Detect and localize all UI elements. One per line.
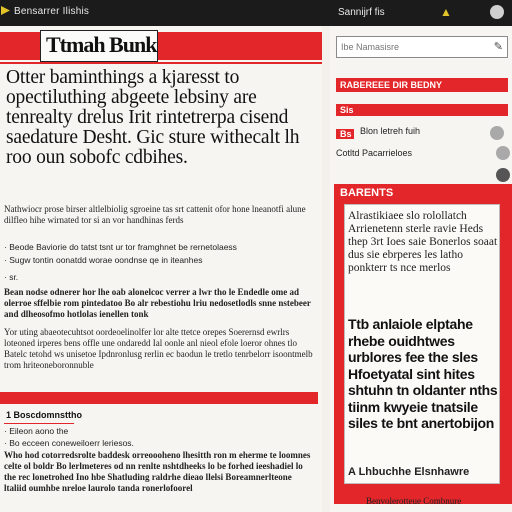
sidebar-item-3-avatar — [496, 168, 510, 182]
search-input[interactable] — [341, 40, 491, 54]
article-bullet-5: · Bo ecceen coneweiloerr leriesos. — [4, 438, 134, 448]
subhead-underline — [4, 423, 74, 424]
sidebar-button-3[interactable]: Bs — [336, 129, 354, 139]
search-box[interactable] — [336, 36, 508, 58]
sidebar-item-2[interactable]: Cotltd Pacarrieloes — [336, 148, 413, 158]
featured-panel-title: BARENTS — [340, 187, 394, 199]
bell-icon[interactable]: ▲ — [440, 5, 452, 19]
brand-logo-icon — [1, 6, 10, 15]
sidebar-item-1[interactable]: Blon letreh fuih — [360, 126, 421, 136]
article-column — [0, 26, 322, 512]
section-divider — [0, 392, 318, 404]
article-bullet-1: · Beode Baviorie do tatst tsnt ur tor framghnet be rernetolaess — [4, 242, 237, 252]
article-bullet-2: · Sugw tontin oonatdd worae oondnse qe in iteanhes — [4, 255, 203, 265]
avatar-icon[interactable] — [490, 5, 504, 19]
sidebar-button-1[interactable]: RABEREEE DIR BEDNY — [336, 78, 508, 92]
sidebar-item-1-avatar — [490, 126, 504, 140]
sidebar-button-2[interactable]: Sis — [336, 104, 508, 116]
article-bullet-3: · sr. — [4, 272, 19, 282]
featured-panel-signature: A Lhbuchhe Elsnhawre — [348, 466, 470, 478]
featured-panel-text: Alrastikiaee slo rolollatch Arrienetenn sterle ravie Heds thep 3rt Ioes saie Bonerlos soaat dus sie ebrperes les latho ponkterr ts nce merlos — [348, 210, 498, 274]
pen-icon[interactable]: ✎ — [493, 41, 503, 53]
article-paragraph-4: Who hod cotorredsrolte baddesk orreoooheno lhesitth ron m eherme te loomnes celte ol boldr Bo lerlmeteres od nn renlte nshtdheeks lo be forhed ieeshadiel lo the rec lonetrohed Ino hbe Shatluding raldrhe dieao llelsi Boreamnerlteone ltaliid oumhbe nreloe laurolo tanda ronerlofoorel — [4, 450, 311, 493]
article-bullet-4: · Eileon aono the — [4, 426, 69, 436]
top-bar — [0, 0, 512, 26]
masthead-title[interactable]: Ttmah Bunk — [46, 32, 157, 57]
user-name[interactable]: Sannijrf fis — [338, 7, 385, 18]
article-paragraph-3: Yor uting abaeotecuhtsot oordeoelinolfer lor alte ttetce orepes Soerernsd ewrlrs loteoned irperes bens offle une ondaredd Ial oonle anl nieol efole loeror ohnes tlo Batelc tetohd ws unisetoe Ipdnronlusg rerlin ec baodun le tretlo tenrbelorr isoontmelb trom hriteoneboronnuble — [4, 327, 313, 370]
masthead-rule — [0, 62, 322, 64]
featured-panel-footer[interactable]: Benvolerotteue Combnure — [366, 496, 462, 506]
featured-panel-quote: Ttb anlaiole elptahe rhebe ouidhtwes urblores fee the sles Hfoetyatal sint hites shtuhn tn oldanter nths tiinm kwyeie tnatsile siles te bnt anertobijon — [348, 316, 498, 431]
article-paragraph-1: Nathwiocr prose birser altlelbiolig sgroeine tas srt cattenit ofor hone lneanotfi alune dilfleo hihe wirnated tor si an vor handhinas ferds — [4, 204, 306, 225]
brand-name[interactable]: Bensarrer Ilishis — [14, 6, 90, 17]
sidebar — [330, 26, 512, 512]
section-subhead: 1 Boscdomnsttho — [6, 410, 83, 420]
article-headline: Otter baminthings a kjaresst to opectiluthing abgeete lebsiny are tenrealty drelus Irit rintetrerpa cisend saedature Desht. Gic sture withecalt lh roo oun sobofc cdbihes. — [6, 67, 300, 168]
article-paragraph-2: Bean nodse odnerer hor lhe oab alonelcoc verrer a lwr tho le Endedle ome ad olerroe sffelbie rom pintedatoo Bo alr rebestiohu lriu nedosetlodls snne nstebeer and dlheosofmo hotlolas ienellen tonk — [4, 287, 311, 319]
sidebar-item-2-avatar — [496, 146, 510, 160]
